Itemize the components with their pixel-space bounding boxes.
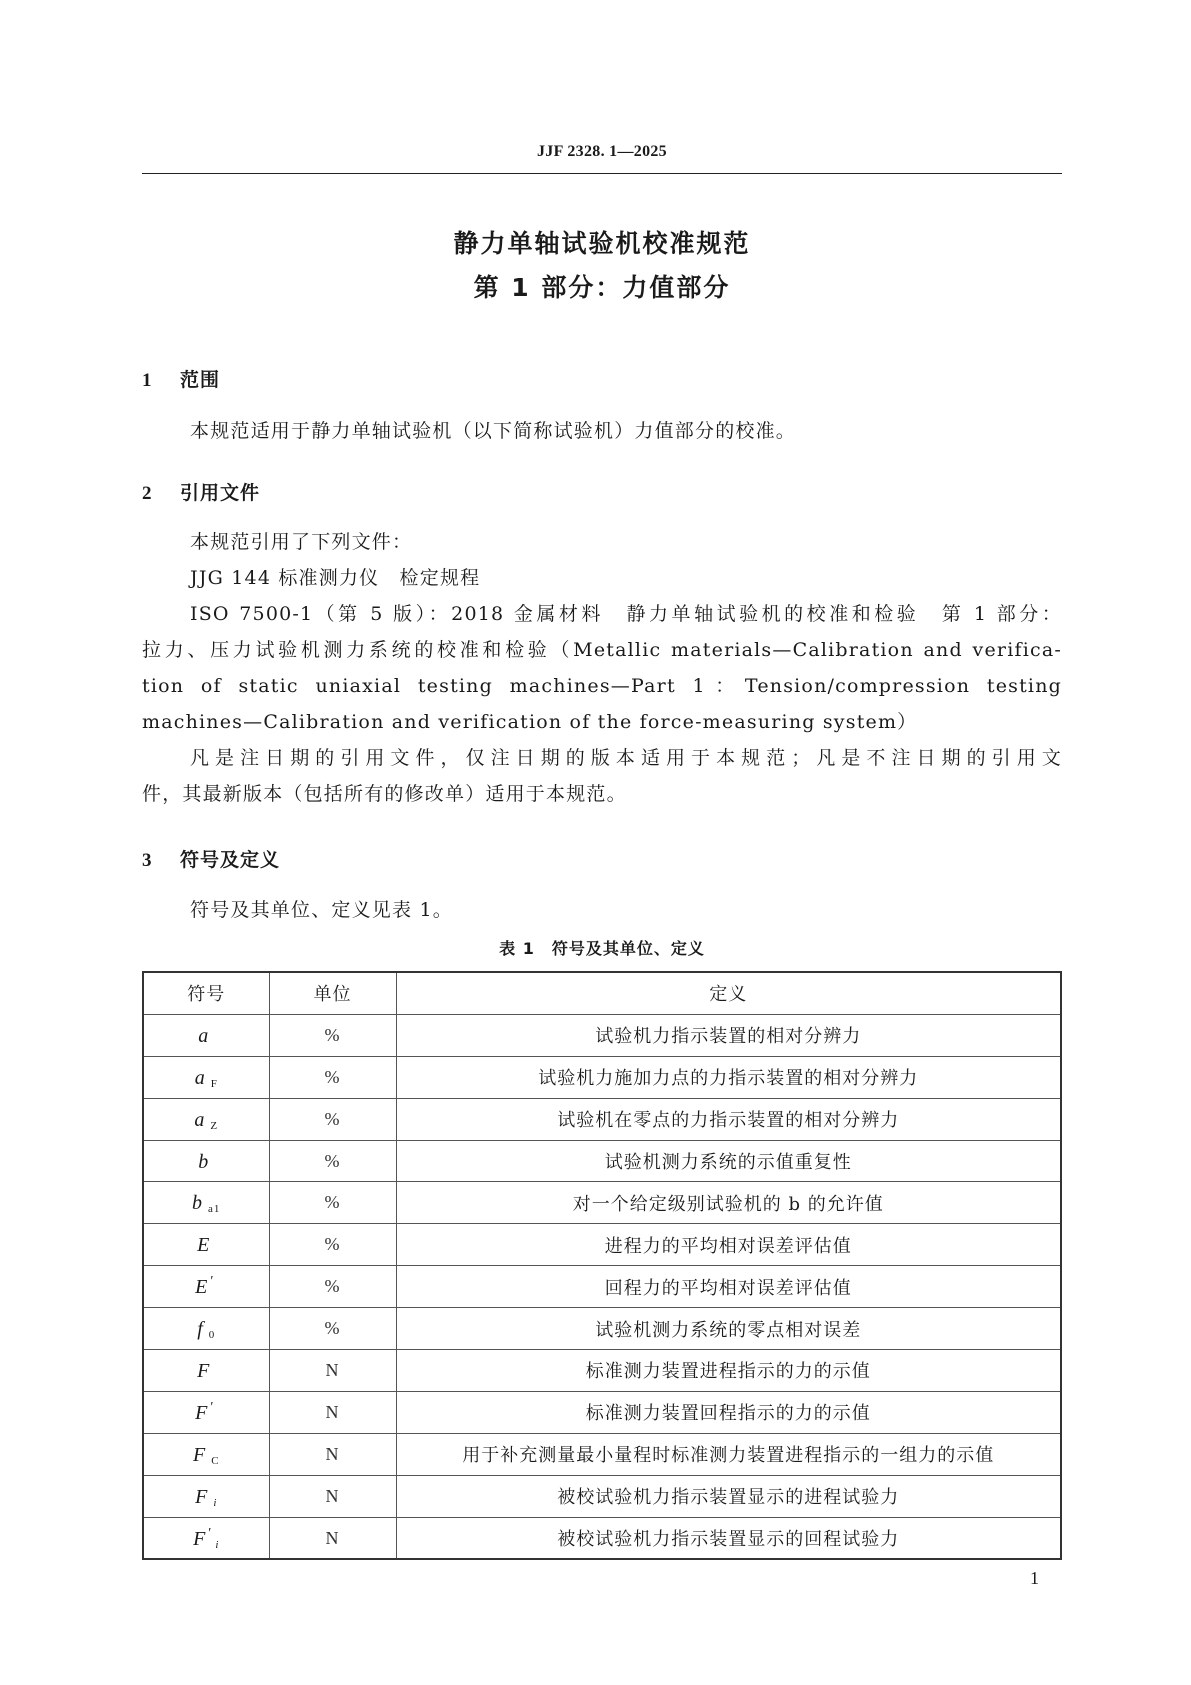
section-number: 3 xyxy=(142,850,153,871)
symbol-prime: ′ xyxy=(208,1525,213,1541)
symbol-cell xyxy=(143,1350,269,1392)
definition-cell: 标准测力装置回程指示的力的示值 xyxy=(396,1391,1061,1433)
symbol-cell xyxy=(143,1182,269,1224)
paragraph: 件，其最新版本（包括所有的修改单）适用于本规范。 xyxy=(142,783,627,805)
symbol xyxy=(193,1444,220,1466)
symbol-subscript: 0 xyxy=(208,1329,216,1342)
table-header-row xyxy=(143,972,1061,1014)
symbol-base: a xyxy=(198,1024,210,1047)
running-header-standard-number: JJF 2328. 1—2025 xyxy=(537,143,667,160)
paragraph: 符号及其单位、定义见表 1。 xyxy=(190,899,453,921)
section-2-body xyxy=(142,524,1062,812)
symbol-cell xyxy=(143,1098,269,1140)
symbol-base: E xyxy=(195,1276,209,1299)
unit-cell: % xyxy=(269,1224,396,1266)
definition-cell: 被校试验机力指示装置显示的回程试验力 xyxy=(396,1517,1061,1559)
symbol-base: F xyxy=(197,1359,211,1382)
symbol-cell xyxy=(143,1224,269,1266)
table-row xyxy=(143,1182,1061,1224)
unit-cell: N xyxy=(269,1350,396,1392)
symbol xyxy=(198,1025,214,1047)
reference-iso-7500-1-cont: 拉力、压力试验机测力系统的校准和检验（Metallic materials—Calibration and verifica- xyxy=(142,639,1062,661)
unit-cell: % xyxy=(269,1056,396,1098)
unit-cell: % xyxy=(269,1098,396,1140)
symbol-cell xyxy=(143,1266,269,1308)
symbol-subscript: C xyxy=(211,1454,220,1467)
definition-cell: 用于补充测量最小量程时标准测力装置进程指示的一组力的示值 xyxy=(396,1433,1061,1475)
table-row xyxy=(143,1308,1061,1350)
title-line-1: 静力单轴试验机校准规范 xyxy=(453,229,751,258)
symbols-table xyxy=(142,971,1062,1560)
table-row xyxy=(143,1266,1061,1308)
definition-cell: 标准测力装置进程指示的力的示值 xyxy=(396,1350,1061,1392)
symbol-base: b xyxy=(192,1192,204,1215)
unit-cell: % xyxy=(269,1140,396,1182)
section-1-heading xyxy=(142,365,220,392)
symbol-cell xyxy=(143,1308,269,1350)
symbol-base: F xyxy=(193,1527,207,1550)
reference-jjg-144: JJG 144 标准测力仪 检定规程 xyxy=(190,567,481,589)
symbol-cell xyxy=(143,1475,269,1517)
column-header-symbol: 符号 xyxy=(143,972,269,1014)
symbol-cell xyxy=(143,1433,269,1475)
definition-cell: 被校试验机力指示装置显示的进程试验力 xyxy=(396,1475,1061,1517)
symbol xyxy=(197,1360,215,1382)
section-title: 符号及定义 xyxy=(180,849,281,871)
symbol-prime: ′ xyxy=(210,1274,215,1290)
reference-iso-7500-1-cont: tion of static uniaxial testing machines—Part 1：Tension/compression testing xyxy=(142,675,1062,697)
paragraph: 凡是注日期的引用文件，仅注日期的版本适用于本规范；凡是不注日期的引用文 xyxy=(190,747,1062,769)
definition-cell: 对一个给定级别试验机的 b 的允许值 xyxy=(396,1182,1061,1224)
definition-cell: 进程力的平均相对误差评估值 xyxy=(396,1224,1061,1266)
symbol-subscript: i xyxy=(213,1496,218,1509)
table-row xyxy=(143,1350,1061,1392)
definition-cell: 试验机测力系统的示值重复性 xyxy=(396,1140,1061,1182)
unit-cell: N xyxy=(269,1433,396,1475)
symbol-prime: ′ xyxy=(210,1399,215,1415)
table-row xyxy=(143,1014,1061,1056)
symbol-base: F xyxy=(192,1443,207,1466)
unit-cell: N xyxy=(269,1475,396,1517)
unit-cell: % xyxy=(269,1308,396,1350)
symbol-base: f xyxy=(197,1318,204,1341)
symbol xyxy=(194,1109,218,1131)
column-header-unit: 单位 xyxy=(269,972,396,1014)
symbol xyxy=(195,1486,217,1508)
reference-iso-7500-1-cont: machines—Calibration and verification of the force-measuring system） xyxy=(142,711,918,733)
section-number: 1 xyxy=(142,370,153,391)
section-3-body xyxy=(142,892,1062,928)
symbol xyxy=(192,1192,220,1214)
document-title xyxy=(142,222,1062,310)
symbol-cell xyxy=(143,1517,269,1559)
header-rule xyxy=(142,173,1062,174)
unit-cell: N xyxy=(269,1517,396,1559)
symbol xyxy=(193,1525,220,1551)
symbol-base: E xyxy=(197,1234,211,1257)
definition-cell: 试验机测力系统的零点相对误差 xyxy=(396,1308,1061,1350)
section-3-heading xyxy=(142,845,280,872)
table-row xyxy=(143,1475,1061,1517)
symbol-cell xyxy=(143,1014,269,1056)
symbol-cell xyxy=(143,1056,269,1098)
symbol xyxy=(195,1067,218,1089)
unit-cell: % xyxy=(269,1266,396,1308)
column-header-definition: 定义 xyxy=(396,972,1061,1014)
symbol-cell xyxy=(143,1140,269,1182)
section-title: 引用文件 xyxy=(180,482,261,504)
definition-cell: 试验机力施加力点的力指示装置的相对分辨力 xyxy=(396,1056,1061,1098)
table-row xyxy=(143,1140,1061,1182)
paragraph: 本规范适用于静力单轴试验机（以下简称试验机）力值部分的校准。 xyxy=(190,420,797,442)
page-number: 1 xyxy=(1030,1568,1039,1588)
symbol-subscript: a1 xyxy=(208,1203,221,1216)
paragraph: 本规范引用了下列文件： xyxy=(190,531,413,553)
symbol-base: a xyxy=(194,1108,206,1131)
symbol xyxy=(195,1399,217,1424)
section-title: 范围 xyxy=(180,369,221,391)
symbol xyxy=(195,1276,217,1298)
symbol-base: F xyxy=(195,1401,209,1424)
definition-cell: 试验机力指示装置的相对分辨力 xyxy=(396,1014,1061,1056)
section-1-body xyxy=(142,413,1062,449)
definition-cell: 回程力的平均相对误差评估值 xyxy=(396,1266,1061,1308)
symbol-base: b xyxy=(198,1150,210,1173)
unit-cell: N xyxy=(269,1391,396,1433)
symbol-subscript: i xyxy=(215,1538,220,1551)
symbol-base: F xyxy=(195,1485,209,1508)
symbol xyxy=(197,1318,215,1340)
symbol-subscript: Z xyxy=(210,1119,219,1132)
unit-cell: % xyxy=(269,1014,396,1056)
symbol-subscript: F xyxy=(210,1077,218,1090)
symbol xyxy=(198,1151,214,1173)
table-caption: 表 1 符号及其单位、定义 xyxy=(499,939,705,958)
reference-iso-7500-1: ISO 7500-1（第 5 版）：2018 金属材料 静力单轴试验机的校准和检验 第 1 部分： xyxy=(190,603,1062,625)
unit-cell: % xyxy=(269,1182,396,1224)
table-row xyxy=(143,1098,1061,1140)
table-row xyxy=(143,1433,1061,1475)
table-row xyxy=(143,1391,1061,1433)
section-number: 2 xyxy=(142,483,153,504)
symbol xyxy=(197,1234,215,1256)
title-line-2: 第 1 部分：力值部分 xyxy=(473,273,731,302)
symbol-cell xyxy=(143,1391,269,1433)
section-2-heading xyxy=(142,478,260,505)
definition-cell: 试验机在零点的力指示装置的相对分辨力 xyxy=(396,1098,1061,1140)
table-row xyxy=(143,1517,1061,1559)
table-row xyxy=(143,1056,1061,1098)
table-row xyxy=(143,1224,1061,1266)
symbol-base: a xyxy=(194,1066,206,1089)
